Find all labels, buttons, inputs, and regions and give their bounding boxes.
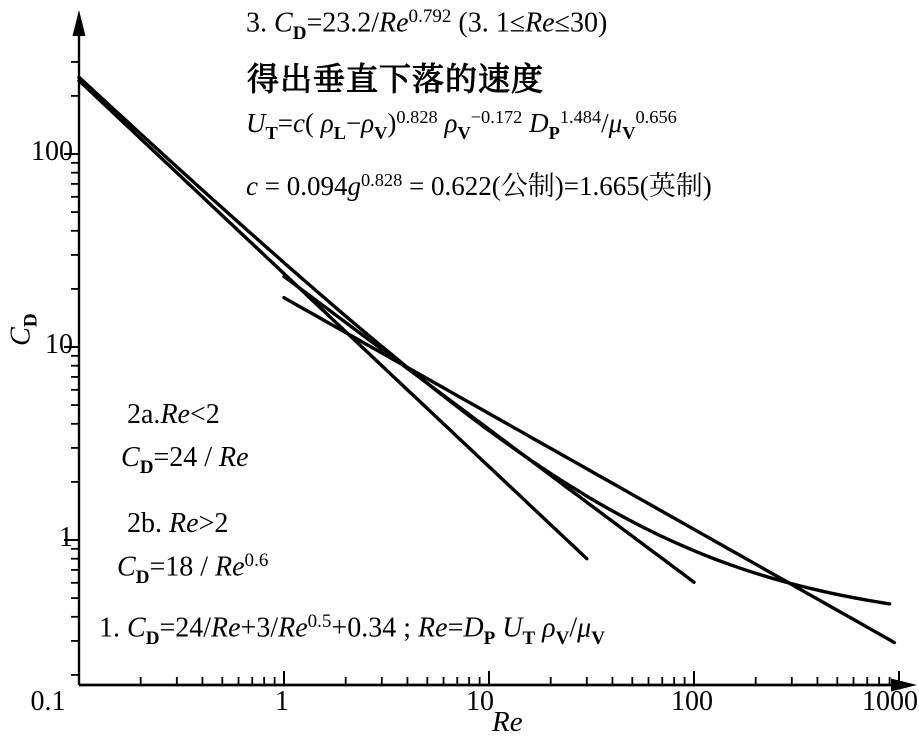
x-tick-label: 100 bbox=[671, 686, 713, 717]
curve-3 bbox=[284, 277, 694, 583]
annotation-2a-formula: $C_D=24 / Re$ bbox=[121, 442, 249, 479]
y-tick-label: 100 bbox=[31, 136, 73, 167]
equation-curve3: 3. $C_D=23.2/Re^{0.792}$ (3. 1≤Re≤30) bbox=[246, 6, 608, 44]
x-tick-label: 0.1 bbox=[30, 686, 66, 717]
y-axis-label: $C_D$ bbox=[5, 313, 42, 346]
equation-c-constant: $c = 0.094g^{0.828} = 0.622$(公制)=1.665(英制) bbox=[246, 170, 712, 202]
equation-terminal-velocity: $U_T=c$( $\rho_L-\rho_V)^{0.828}$ $\rho_V^{-0.172}$ $D_P^{1.484}/\mu_V^{0.656}$ bbox=[246, 107, 677, 144]
x-tick-label: 1 bbox=[275, 686, 289, 717]
annotation-2a-condition: 2a.Re<2 bbox=[127, 399, 220, 430]
chinese-caption: 得出垂直下落的速度 bbox=[247, 61, 545, 97]
annotation-2b-formula: $C_D=18 / Re^{0.6}$ bbox=[117, 550, 269, 588]
curve-2b bbox=[284, 298, 894, 643]
annotation-curve1-formula: 1. $C_D=24/Re+3/Re^{0.5}+0.34$ ; $Re=D_P$ $U_T$ $\rho_V/\mu_V$ bbox=[99, 611, 605, 649]
curve-2a bbox=[79, 81, 587, 559]
x-axis-label: Re bbox=[492, 706, 523, 738]
x-tick-label: 1000 bbox=[862, 686, 918, 717]
annotation-2b-condition: 2b. Re>2 bbox=[127, 508, 229, 539]
y-tick-label: 10 bbox=[45, 329, 73, 360]
x-tick-label: 10 bbox=[466, 686, 494, 717]
y-tick-label: 1 bbox=[59, 522, 73, 553]
y-axis-arrow bbox=[73, 10, 86, 36]
